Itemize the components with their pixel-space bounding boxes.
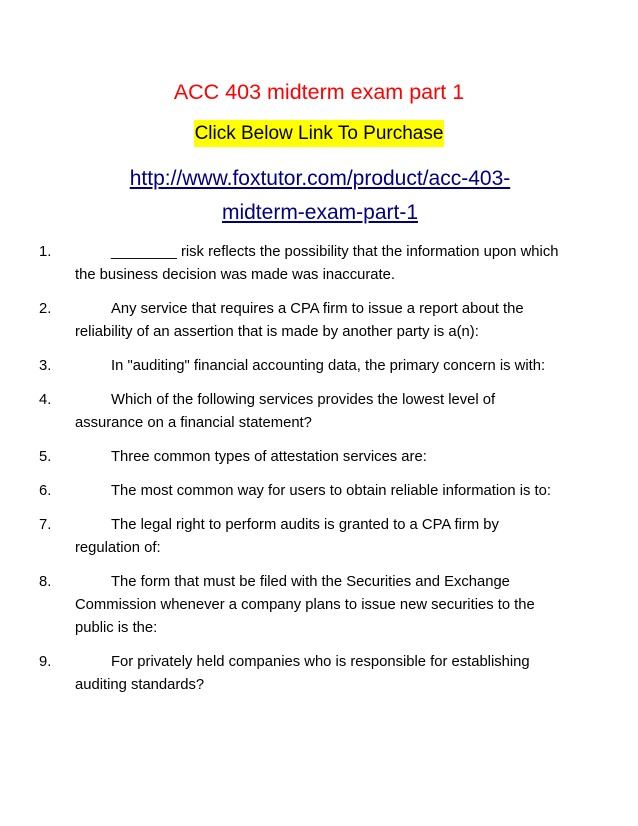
question-number: 5.	[39, 449, 52, 465]
question-item	[39, 651, 565, 697]
document-title: ACC 403 midterm exam part 1	[173, 80, 465, 104]
question-number: 7.	[39, 517, 52, 533]
question-item	[39, 571, 565, 640]
question-list	[39, 241, 565, 708]
purchase-link-line-2[interactable]: midterm-exam-part-1	[221, 201, 419, 224]
question-item	[39, 514, 565, 560]
question-number: 6.	[39, 483, 52, 499]
question-item	[39, 480, 565, 503]
question-number: 9.	[39, 654, 52, 670]
question-item	[39, 298, 565, 344]
question-item	[39, 389, 565, 435]
question-text: The legal right to perform audits is granted to a CPA firm by regulation of:	[75, 517, 499, 556]
purchase-callout	[0, 120, 638, 147]
question-number: 2.	[39, 301, 52, 317]
purchase-link[interactable]	[100, 162, 540, 230]
question-item	[39, 355, 565, 378]
question-text: In "auditing" financial accounting data, the primary concern is with:	[111, 358, 546, 374]
question-text: For privately held companies who is responsible for establishing auditing standards?	[75, 654, 530, 693]
question-text: Any service that requires a CPA firm to issue a report about the reliability of an assertion that is made by another party is a(n):	[75, 301, 524, 340]
question-text: The most common way for users to obtain reliable information is to:	[111, 483, 551, 499]
question-text: Which of the following services provides the lowest level of assurance on a financial statement?	[75, 392, 496, 431]
question-number: 1.	[39, 244, 52, 260]
question-item	[39, 446, 565, 469]
purchase-link-line-1[interactable]: http://www.foxtutor.com/product/acc-403-	[129, 167, 511, 190]
question-number: 3.	[39, 358, 52, 374]
question-text: ________ risk reflects the possibility that the information upon which the business decision was made was inaccurate.	[75, 244, 559, 283]
question-number: 8.	[39, 574, 52, 590]
question-text: Three common types of attestation services are:	[111, 449, 427, 465]
question-number: 4.	[39, 392, 52, 408]
question-text: The form that must be filed with the Securities and Exchange Commission whenever a company plans to issue new securities to the public is the:	[75, 574, 535, 636]
question-item	[39, 241, 565, 287]
purchase-label: Click Below Link To Purchase	[194, 120, 445, 147]
